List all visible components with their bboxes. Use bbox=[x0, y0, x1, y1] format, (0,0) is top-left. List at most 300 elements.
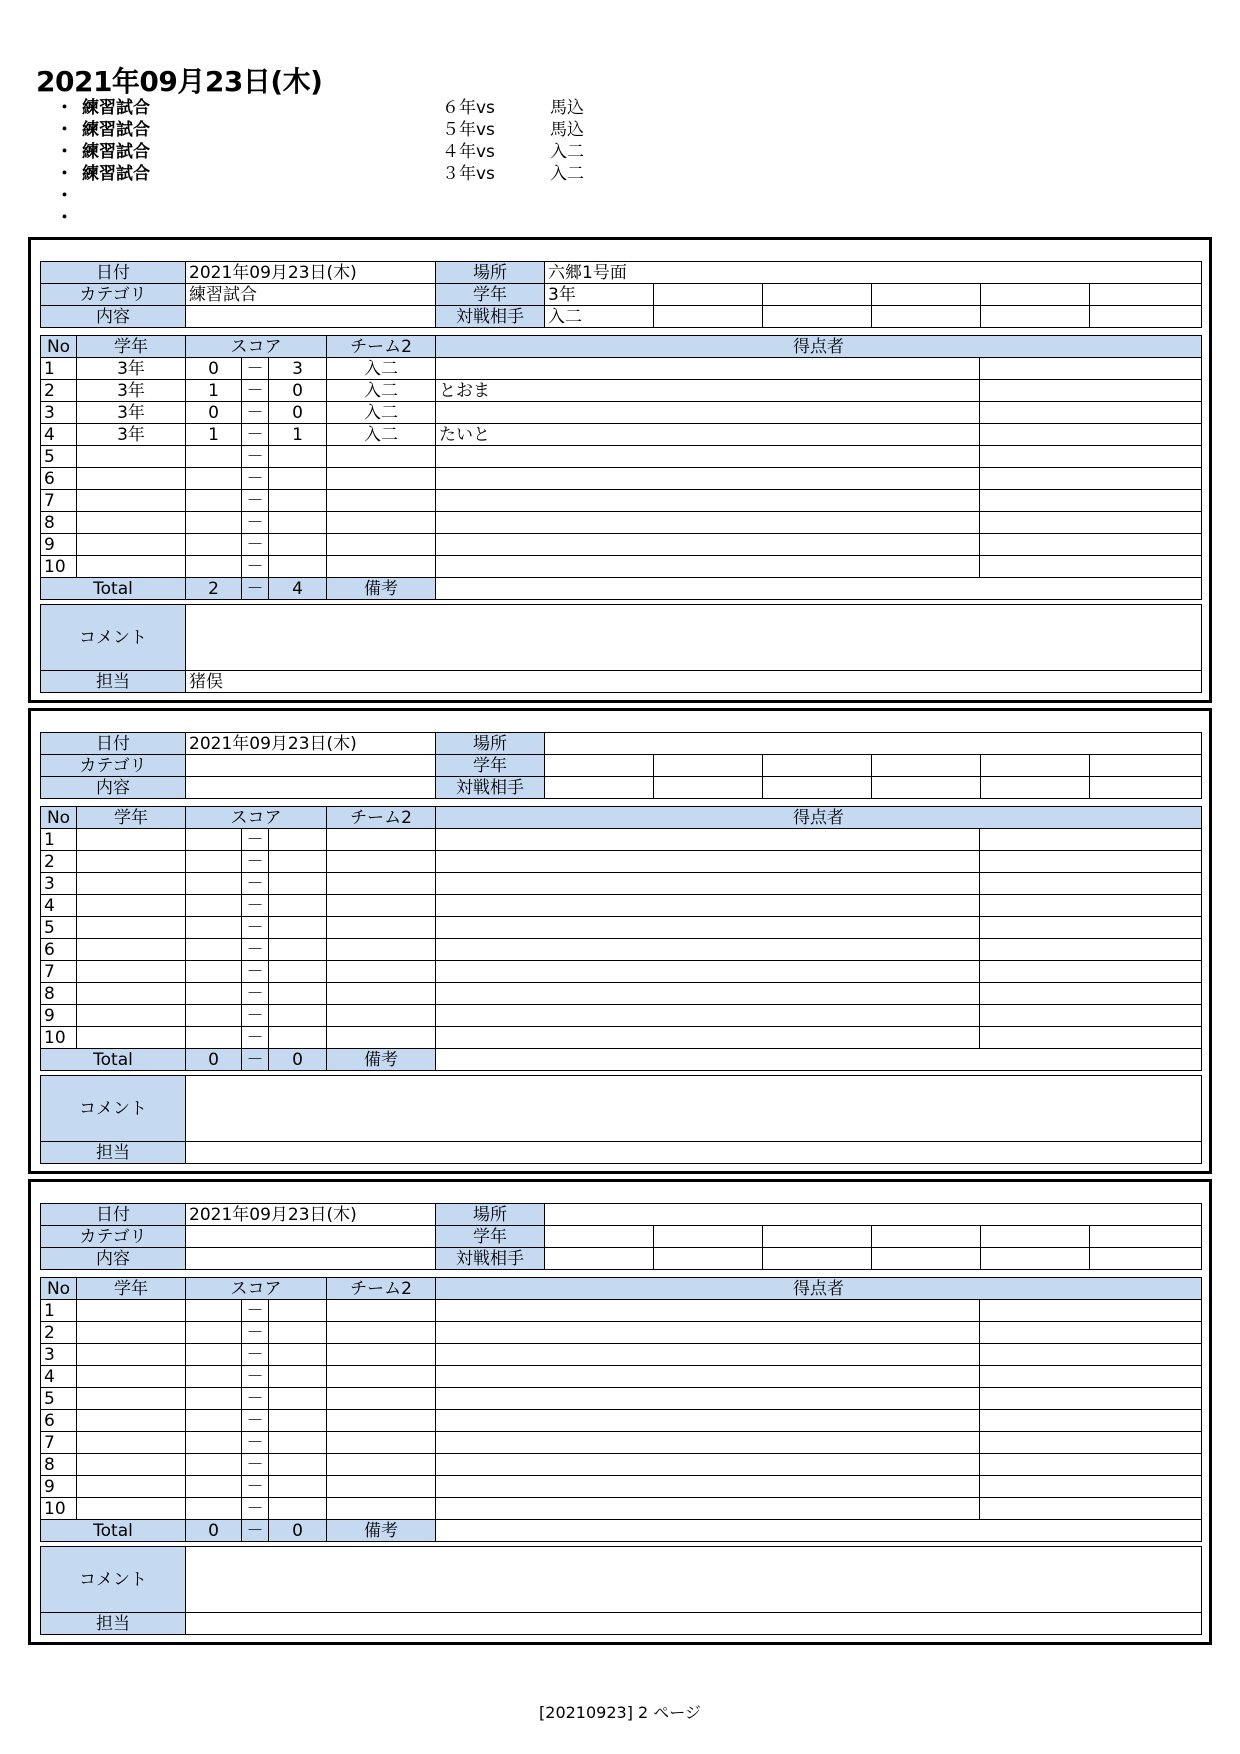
category-value[interactable] bbox=[186, 755, 436, 777]
row-team2[interactable] bbox=[327, 556, 436, 578]
row-scorer[interactable]: たいと bbox=[436, 424, 980, 446]
row-grade[interactable] bbox=[77, 961, 186, 983]
score-header: スコア bbox=[186, 1278, 327, 1300]
content-value[interactable] bbox=[186, 306, 436, 328]
row-grade[interactable] bbox=[77, 1476, 186, 1498]
row-grade[interactable] bbox=[77, 1388, 186, 1410]
row-scorer[interactable] bbox=[436, 1476, 980, 1498]
row-team2[interactable] bbox=[327, 961, 436, 983]
row-scorer[interactable] bbox=[436, 917, 980, 939]
place-value[interactable]: 六郷1号面 bbox=[545, 262, 1202, 284]
score-dash: － bbox=[242, 1049, 269, 1071]
grade-cell[interactable] bbox=[872, 284, 981, 306]
row-team2[interactable] bbox=[327, 490, 436, 512]
row-scorer[interactable] bbox=[436, 1366, 980, 1388]
row-score-opp[interactable] bbox=[269, 961, 327, 983]
row-grade[interactable] bbox=[77, 1432, 186, 1454]
score-dash: － bbox=[242, 490, 269, 512]
row-score-opp[interactable] bbox=[269, 1027, 327, 1049]
row-score-opp[interactable] bbox=[269, 851, 327, 873]
row-score-opp[interactable] bbox=[269, 1454, 327, 1476]
team2-header: チーム2 bbox=[327, 1278, 436, 1300]
row-team2[interactable] bbox=[327, 1005, 436, 1027]
row-score-opp[interactable] bbox=[269, 1476, 327, 1498]
row-scorer[interactable] bbox=[436, 1344, 980, 1366]
row-extra[interactable] bbox=[980, 983, 1202, 1005]
total-opp: 0 bbox=[269, 1520, 327, 1542]
row-scorer[interactable] bbox=[436, 446, 980, 468]
comment-value[interactable] bbox=[186, 605, 1202, 671]
opponent-cell[interactable] bbox=[872, 306, 981, 328]
row-extra[interactable] bbox=[980, 1388, 1202, 1410]
row-score-own[interactable] bbox=[186, 468, 242, 490]
row-score-opp[interactable]: 0 bbox=[269, 402, 327, 424]
row-extra[interactable] bbox=[980, 1454, 1202, 1476]
row-score-own[interactable] bbox=[186, 556, 242, 578]
row-scorer[interactable] bbox=[436, 358, 980, 380]
grade-cell[interactable] bbox=[872, 1226, 981, 1248]
row-score-opp[interactable] bbox=[269, 983, 327, 1005]
row-extra[interactable] bbox=[980, 961, 1202, 983]
opponent-value[interactable]: 入二 bbox=[545, 306, 654, 328]
score-dash: － bbox=[242, 402, 269, 424]
row-score-opp[interactable] bbox=[269, 446, 327, 468]
row-extra[interactable] bbox=[980, 1410, 1202, 1432]
row-no: 9 bbox=[41, 1005, 77, 1027]
table-row bbox=[41, 534, 1202, 556]
row-grade[interactable] bbox=[77, 939, 186, 961]
schedule-item bbox=[56, 97, 656, 119]
total-own: 0 bbox=[186, 1520, 242, 1542]
row-team2[interactable] bbox=[327, 1366, 436, 1388]
score-dash: － bbox=[242, 1498, 269, 1520]
opponent-cell[interactable] bbox=[872, 777, 981, 799]
row-scorer[interactable] bbox=[436, 1410, 980, 1432]
row-team2[interactable] bbox=[327, 939, 436, 961]
row-grade[interactable] bbox=[77, 512, 186, 534]
schedule-opponent: 入二 bbox=[550, 164, 584, 184]
opponent-cell[interactable] bbox=[763, 777, 872, 799]
opponent-value[interactable] bbox=[545, 777, 654, 799]
row-extra[interactable] bbox=[980, 490, 1202, 512]
row-grade[interactable] bbox=[77, 1322, 186, 1344]
category-label: カテゴリ bbox=[41, 284, 186, 306]
row-scorer[interactable] bbox=[436, 1432, 980, 1454]
row-score-opp[interactable] bbox=[269, 1300, 327, 1322]
row-scorer[interactable] bbox=[436, 1388, 980, 1410]
grade-cell[interactable] bbox=[1090, 284, 1202, 306]
opponent-cell[interactable] bbox=[763, 306, 872, 328]
row-score-opp[interactable] bbox=[269, 1410, 327, 1432]
row-team2[interactable] bbox=[327, 1476, 436, 1498]
row-extra[interactable] bbox=[980, 873, 1202, 895]
row-team2[interactable] bbox=[327, 1388, 436, 1410]
row-score-opp[interactable] bbox=[269, 1432, 327, 1454]
row-score-own[interactable] bbox=[186, 1388, 242, 1410]
row-team2[interactable] bbox=[327, 983, 436, 1005]
row-team2[interactable]: 入二 bbox=[327, 424, 436, 446]
opponent-cell[interactable] bbox=[872, 1248, 981, 1270]
bullet: ・ bbox=[56, 120, 73, 140]
row-team2[interactable] bbox=[327, 1300, 436, 1322]
row-grade[interactable] bbox=[77, 1300, 186, 1322]
row-extra[interactable] bbox=[980, 917, 1202, 939]
row-grade[interactable]: 3年 bbox=[77, 380, 186, 402]
row-score-own[interactable] bbox=[186, 939, 242, 961]
person-value[interactable] bbox=[186, 1613, 1202, 1635]
row-score-opp[interactable] bbox=[269, 1388, 327, 1410]
row-grade[interactable] bbox=[77, 829, 186, 851]
row-score-own[interactable] bbox=[186, 512, 242, 534]
schedule-kind: 練習試合 bbox=[82, 164, 150, 184]
row-extra[interactable] bbox=[980, 424, 1202, 446]
row-extra[interactable] bbox=[980, 939, 1202, 961]
schedule-kind: 練習試合 bbox=[82, 120, 150, 140]
row-team2[interactable] bbox=[327, 1027, 436, 1049]
row-grade[interactable] bbox=[77, 851, 186, 873]
date-value[interactable]: 2021年09月23日(木) bbox=[186, 262, 436, 284]
row-team2[interactable] bbox=[327, 1454, 436, 1476]
row-score-opp[interactable] bbox=[269, 1322, 327, 1344]
table-row bbox=[41, 402, 1202, 424]
schedule-item bbox=[56, 163, 656, 185]
team2-header: チーム2 bbox=[327, 336, 436, 358]
row-score-opp[interactable] bbox=[269, 512, 327, 534]
row-team2[interactable] bbox=[327, 873, 436, 895]
row-team2[interactable]: 入二 bbox=[327, 380, 436, 402]
row-scorer[interactable] bbox=[436, 961, 980, 983]
row-score-own[interactable] bbox=[186, 446, 242, 468]
score-dash: － bbox=[242, 1410, 269, 1432]
person-label: 担当 bbox=[41, 1142, 186, 1164]
row-grade[interactable]: 3年 bbox=[77, 402, 186, 424]
row-scorer[interactable] bbox=[436, 851, 980, 873]
row-score-own[interactable] bbox=[186, 983, 242, 1005]
date-value[interactable]: 2021年09月23日(木) bbox=[186, 733, 436, 755]
row-scorer[interactable] bbox=[436, 402, 980, 424]
row-score-own[interactable] bbox=[186, 534, 242, 556]
remarks-value[interactable] bbox=[436, 1520, 1202, 1542]
row-grade[interactable] bbox=[77, 895, 186, 917]
row-grade[interactable] bbox=[77, 1005, 186, 1027]
opponent-value[interactable] bbox=[545, 1248, 654, 1270]
row-scorer[interactable] bbox=[436, 1027, 980, 1049]
row-score-own[interactable]: 0 bbox=[186, 358, 242, 380]
opponent-cell[interactable] bbox=[981, 777, 1090, 799]
row-score-own[interactable] bbox=[186, 1498, 242, 1520]
row-extra[interactable] bbox=[980, 380, 1202, 402]
row-grade[interactable] bbox=[77, 983, 186, 1005]
row-extra[interactable] bbox=[980, 446, 1202, 468]
grade-cell[interactable] bbox=[1090, 755, 1202, 777]
opponent-cell[interactable] bbox=[654, 777, 763, 799]
row-extra[interactable] bbox=[980, 1322, 1202, 1344]
row-team2[interactable] bbox=[327, 446, 436, 468]
score-header: スコア bbox=[186, 807, 327, 829]
row-score-own[interactable] bbox=[186, 1454, 242, 1476]
row-score-own[interactable] bbox=[186, 490, 242, 512]
row-team2[interactable]: 入二 bbox=[327, 358, 436, 380]
row-scorer[interactable] bbox=[436, 1454, 980, 1476]
row-score-opp[interactable] bbox=[269, 1498, 327, 1520]
row-scorer[interactable] bbox=[436, 1322, 980, 1344]
table-row bbox=[41, 1498, 1202, 1520]
row-extra[interactable] bbox=[980, 895, 1202, 917]
row-score-opp[interactable] bbox=[269, 490, 327, 512]
row-no: 1 bbox=[41, 829, 77, 851]
row-team2[interactable] bbox=[327, 1498, 436, 1520]
row-team2[interactable] bbox=[327, 895, 436, 917]
grade-cell[interactable] bbox=[654, 755, 763, 777]
remarks-value[interactable] bbox=[436, 1049, 1202, 1071]
opponent-cell[interactable] bbox=[1090, 777, 1202, 799]
scorer-header: 得点者 bbox=[436, 1278, 1202, 1300]
place-label: 場所 bbox=[436, 733, 545, 755]
row-team2[interactable] bbox=[327, 534, 436, 556]
grade-cell[interactable] bbox=[872, 755, 981, 777]
row-score-own[interactable] bbox=[186, 1366, 242, 1388]
row-score-own[interactable] bbox=[186, 1432, 242, 1454]
match-info-table bbox=[40, 1203, 1202, 1270]
total-label: Total bbox=[41, 578, 186, 600]
row-no: 2 bbox=[41, 851, 77, 873]
score-dash: － bbox=[242, 424, 269, 446]
row-grade[interactable] bbox=[77, 917, 186, 939]
place-value[interactable] bbox=[545, 733, 1202, 755]
row-grade[interactable]: 3年 bbox=[77, 358, 186, 380]
row-team2[interactable]: 入二 bbox=[327, 402, 436, 424]
grade-value[interactable]: 3年 bbox=[545, 284, 654, 306]
opponent-cell[interactable] bbox=[763, 1248, 872, 1270]
row-grade[interactable]: 3年 bbox=[77, 424, 186, 446]
row-score-own[interactable] bbox=[186, 873, 242, 895]
content-label: 内容 bbox=[41, 777, 186, 799]
row-scorer[interactable] bbox=[436, 512, 980, 534]
schedule-grade: ６年vs bbox=[442, 98, 495, 118]
row-extra[interactable] bbox=[980, 512, 1202, 534]
schedule-opponent: 馬込 bbox=[550, 98, 584, 118]
row-score-own[interactable] bbox=[186, 895, 242, 917]
category-value[interactable] bbox=[186, 1226, 436, 1248]
opponent-cell[interactable] bbox=[1090, 306, 1202, 328]
grade-cell[interactable] bbox=[654, 284, 763, 306]
row-score-opp[interactable]: 1 bbox=[269, 424, 327, 446]
row-team2[interactable] bbox=[327, 1410, 436, 1432]
grade-cell[interactable] bbox=[654, 1226, 763, 1248]
content-value[interactable] bbox=[186, 1248, 436, 1270]
row-extra[interactable] bbox=[980, 1366, 1202, 1388]
row-score-own[interactable] bbox=[186, 1476, 242, 1498]
grade-cell[interactable] bbox=[981, 1226, 1090, 1248]
row-grade[interactable] bbox=[77, 1027, 186, 1049]
comment-table bbox=[40, 1075, 1202, 1164]
row-score-opp[interactable] bbox=[269, 1344, 327, 1366]
row-grade[interactable] bbox=[77, 873, 186, 895]
row-no: 4 bbox=[41, 1366, 77, 1388]
grade-cell[interactable] bbox=[1090, 1226, 1202, 1248]
row-score-own[interactable] bbox=[186, 1300, 242, 1322]
row-scorer[interactable] bbox=[436, 829, 980, 851]
row-team2[interactable] bbox=[327, 1432, 436, 1454]
row-score-own[interactable] bbox=[186, 829, 242, 851]
content-value[interactable] bbox=[186, 777, 436, 799]
row-scorer[interactable] bbox=[436, 1498, 980, 1520]
comment-value[interactable] bbox=[186, 1076, 1202, 1142]
row-team2[interactable] bbox=[327, 829, 436, 851]
row-extra[interactable] bbox=[980, 829, 1202, 851]
row-score-own[interactable]: 1 bbox=[186, 424, 242, 446]
row-score-opp[interactable] bbox=[269, 829, 327, 851]
score-dash: － bbox=[242, 895, 269, 917]
bullet: ・ bbox=[56, 186, 73, 206]
place-value[interactable] bbox=[545, 1204, 1202, 1226]
row-score-own[interactable] bbox=[186, 961, 242, 983]
opponent-cell[interactable] bbox=[981, 1248, 1090, 1270]
row-score-opp[interactable] bbox=[269, 939, 327, 961]
opponent-label: 対戦相手 bbox=[436, 1248, 545, 1270]
remarks-label: 備考 bbox=[327, 1520, 436, 1542]
row-score-opp[interactable] bbox=[269, 468, 327, 490]
grade-cell[interactable] bbox=[763, 284, 872, 306]
row-score-own[interactable] bbox=[186, 1027, 242, 1049]
row-score-opp[interactable] bbox=[269, 534, 327, 556]
score-dash: － bbox=[242, 1454, 269, 1476]
grade-cell[interactable] bbox=[763, 755, 872, 777]
category-value[interactable]: 練習試合 bbox=[186, 284, 436, 306]
row-extra[interactable] bbox=[980, 556, 1202, 578]
row-scorer[interactable] bbox=[436, 895, 980, 917]
score-dash: － bbox=[242, 961, 269, 983]
score-dash: － bbox=[242, 983, 269, 1005]
person-value[interactable]: 猪俣 bbox=[186, 671, 1202, 693]
row-extra[interactable] bbox=[980, 1005, 1202, 1027]
total-opp: 4 bbox=[269, 578, 327, 600]
row-score-opp[interactable]: 0 bbox=[269, 380, 327, 402]
row-score-own[interactable]: 1 bbox=[186, 380, 242, 402]
row-scorer[interactable] bbox=[436, 556, 980, 578]
score-dash: － bbox=[242, 1388, 269, 1410]
comment-value[interactable] bbox=[186, 1547, 1202, 1613]
row-extra[interactable] bbox=[980, 1476, 1202, 1498]
person-label: 担当 bbox=[41, 671, 186, 693]
row-grade[interactable] bbox=[77, 446, 186, 468]
row-score-own[interactable] bbox=[186, 1344, 242, 1366]
table-row bbox=[41, 556, 1202, 578]
row-score-opp[interactable] bbox=[269, 895, 327, 917]
row-no: 5 bbox=[41, 446, 77, 468]
row-no: 10 bbox=[41, 556, 77, 578]
row-grade[interactable] bbox=[77, 534, 186, 556]
row-scorer[interactable]: とおま bbox=[436, 380, 980, 402]
row-score-opp[interactable]: 3 bbox=[269, 358, 327, 380]
content-label: 内容 bbox=[41, 306, 186, 328]
row-score-own[interactable]: 0 bbox=[186, 402, 242, 424]
grade-value[interactable] bbox=[545, 1226, 654, 1248]
row-team2[interactable] bbox=[327, 917, 436, 939]
opponent-label: 対戦相手 bbox=[436, 306, 545, 328]
grade-header: 学年 bbox=[77, 1278, 186, 1300]
row-team2[interactable] bbox=[327, 851, 436, 873]
row-team2[interactable] bbox=[327, 468, 436, 490]
table-row bbox=[41, 1322, 1202, 1344]
row-score-own[interactable] bbox=[186, 917, 242, 939]
row-score-own[interactable] bbox=[186, 1322, 242, 1344]
row-extra[interactable] bbox=[980, 358, 1202, 380]
row-scorer[interactable] bbox=[436, 1300, 980, 1322]
row-team2[interactable] bbox=[327, 1322, 436, 1344]
row-extra[interactable] bbox=[980, 1498, 1202, 1520]
row-score-opp[interactable] bbox=[269, 556, 327, 578]
row-score-opp[interactable] bbox=[269, 1005, 327, 1027]
remarks-value[interactable] bbox=[436, 578, 1202, 600]
row-scorer[interactable] bbox=[436, 983, 980, 1005]
row-score-own[interactable] bbox=[186, 1410, 242, 1432]
row-extra[interactable] bbox=[980, 402, 1202, 424]
row-grade[interactable] bbox=[77, 1498, 186, 1520]
row-extra[interactable] bbox=[980, 1300, 1202, 1322]
score-dash: － bbox=[242, 1027, 269, 1049]
row-extra[interactable] bbox=[980, 1344, 1202, 1366]
row-score-opp[interactable] bbox=[269, 917, 327, 939]
row-scorer[interactable] bbox=[436, 1005, 980, 1027]
row-scorer[interactable] bbox=[436, 468, 980, 490]
opponent-cell[interactable] bbox=[654, 306, 763, 328]
row-extra[interactable] bbox=[980, 534, 1202, 556]
row-grade[interactable] bbox=[77, 556, 186, 578]
row-scorer[interactable] bbox=[436, 873, 980, 895]
date-value[interactable]: 2021年09月23日(木) bbox=[186, 1204, 436, 1226]
table-row bbox=[41, 380, 1202, 402]
row-extra[interactable] bbox=[980, 1432, 1202, 1454]
row-grade[interactable] bbox=[77, 1344, 186, 1366]
grade-cell[interactable] bbox=[981, 284, 1090, 306]
row-scorer[interactable] bbox=[436, 490, 980, 512]
table-row bbox=[41, 358, 1202, 380]
opponent-cell[interactable] bbox=[981, 306, 1090, 328]
row-team2[interactable] bbox=[327, 1344, 436, 1366]
row-score-opp[interactable] bbox=[269, 1366, 327, 1388]
date-label: 日付 bbox=[41, 1204, 186, 1226]
row-scorer[interactable] bbox=[436, 534, 980, 556]
row-grade[interactable] bbox=[77, 468, 186, 490]
row-grade[interactable] bbox=[77, 1454, 186, 1476]
row-score-opp[interactable] bbox=[269, 873, 327, 895]
row-score-own[interactable] bbox=[186, 851, 242, 873]
remarks-label: 備考 bbox=[327, 1049, 436, 1071]
score-dash: － bbox=[242, 446, 269, 468]
row-extra[interactable] bbox=[980, 468, 1202, 490]
row-score-own[interactable] bbox=[186, 1005, 242, 1027]
row-grade[interactable] bbox=[77, 1410, 186, 1432]
row-team2[interactable] bbox=[327, 512, 436, 534]
table-row bbox=[41, 939, 1202, 961]
grade-cell[interactable] bbox=[981, 755, 1090, 777]
row-extra[interactable] bbox=[980, 851, 1202, 873]
table-row bbox=[41, 873, 1202, 895]
person-value[interactable] bbox=[186, 1142, 1202, 1164]
row-no: 8 bbox=[41, 512, 77, 534]
opponent-cell[interactable] bbox=[1090, 1248, 1202, 1270]
row-no: 10 bbox=[41, 1498, 77, 1520]
grade-cell[interactable] bbox=[763, 1226, 872, 1248]
grade-value[interactable] bbox=[545, 755, 654, 777]
row-extra[interactable] bbox=[980, 1027, 1202, 1049]
row-grade[interactable] bbox=[77, 1366, 186, 1388]
row-grade[interactable] bbox=[77, 490, 186, 512]
opponent-cell[interactable] bbox=[654, 1248, 763, 1270]
row-no: 6 bbox=[41, 468, 77, 490]
row-scorer[interactable] bbox=[436, 939, 980, 961]
